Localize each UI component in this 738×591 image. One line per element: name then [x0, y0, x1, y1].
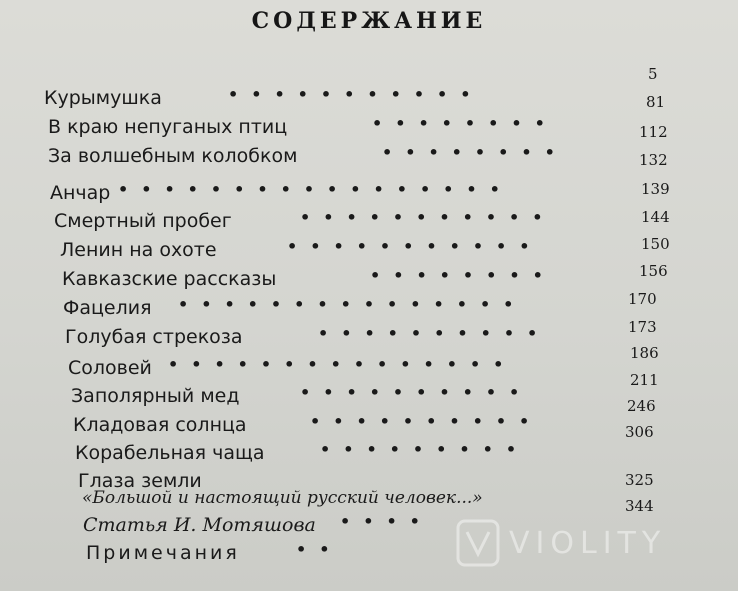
toc-page-number: 173 — [628, 318, 657, 336]
toc-entry-title: Соловей — [68, 357, 152, 379]
toc-leader-dots: •• — [296, 540, 343, 559]
watermark-text: VIOLITY — [509, 525, 667, 561]
toc-entry-title: Заполярный мед — [71, 385, 240, 407]
toc-leader-dots: •••••••••• — [318, 324, 551, 343]
toc-entry-title: В краю непуганых птиц — [48, 116, 288, 138]
toc-page-number: 132 — [639, 151, 668, 169]
toc-leader-dots: ••••••••••• — [300, 208, 556, 227]
toc-leader-dots: ••••••••••• — [228, 85, 484, 104]
toc-leader-dots: ••••••••••••••• — [178, 295, 527, 314]
toc-page-number: 344 — [625, 497, 654, 515]
toc-entry-title: Курымушка — [44, 87, 162, 109]
toc-entry-title: Ленин на охоте — [60, 239, 217, 261]
toc-page-number: 211 — [630, 371, 659, 389]
watermark — [455, 518, 666, 568]
toc-page-number: 81 — [646, 93, 666, 111]
toc-entry-title: Фацелия — [63, 297, 152, 319]
toc-leader-dots: ••••••••••••••• — [168, 355, 517, 374]
toc-page-number: 306 — [625, 423, 654, 441]
toc-page-number: 186 — [630, 344, 659, 362]
toc-page-number: 139 — [641, 180, 670, 198]
toc-entry-title: Статья И. Мотяшова — [83, 514, 316, 536]
page-title: СОДЕРЖАНИЕ — [251, 8, 487, 34]
toc-page-number: 170 — [628, 290, 657, 308]
toc-page-number: 156 — [639, 262, 668, 280]
toc-leader-dots: •••••••• — [382, 143, 568, 162]
toc-page-number: 112 — [639, 123, 668, 141]
toc-entry-title: Голубая стрекоза — [65, 326, 243, 348]
toc-entry-title: За волшебным колобком — [48, 145, 298, 167]
violity-logo-icon — [455, 518, 501, 568]
toc-leader-dots: ••••••••••• — [287, 237, 543, 256]
toc-page-number: 325 — [625, 471, 654, 489]
toc-leader-dots: ••••••••••••••••• — [118, 180, 513, 199]
toc-leader-dots: •••••••••• — [300, 383, 533, 402]
toc-entry-title: Кавказские рассказы — [62, 268, 277, 290]
toc-entry-title: Кладовая солнца — [73, 414, 247, 436]
toc-leader-dots: •••••••• — [372, 114, 558, 133]
toc-page-number: 246 — [627, 397, 656, 415]
toc-leader-dots: •••••••••• — [310, 412, 543, 431]
toc-leader-dots: ••••••••• — [320, 440, 530, 459]
toc-page-number: 150 — [641, 235, 670, 253]
toc-entry-title: «Большой и настоящий русский человек...» — [82, 488, 483, 508]
toc-leader-dots: •••••••• — [370, 266, 556, 285]
toc-page-number: 5 — [648, 65, 658, 83]
toc-entry-title: Примечания — [86, 542, 240, 564]
toc-entry-title: Корабельная чаща — [75, 442, 265, 464]
toc-page-number: 144 — [641, 208, 670, 226]
toc-leader-dots: •••• — [340, 512, 433, 531]
toc-entry-title: Смертный пробег — [54, 210, 232, 232]
toc-entry-title: Анчар — [50, 182, 111, 204]
toc-entry-title: Глаза земли — [78, 470, 202, 492]
